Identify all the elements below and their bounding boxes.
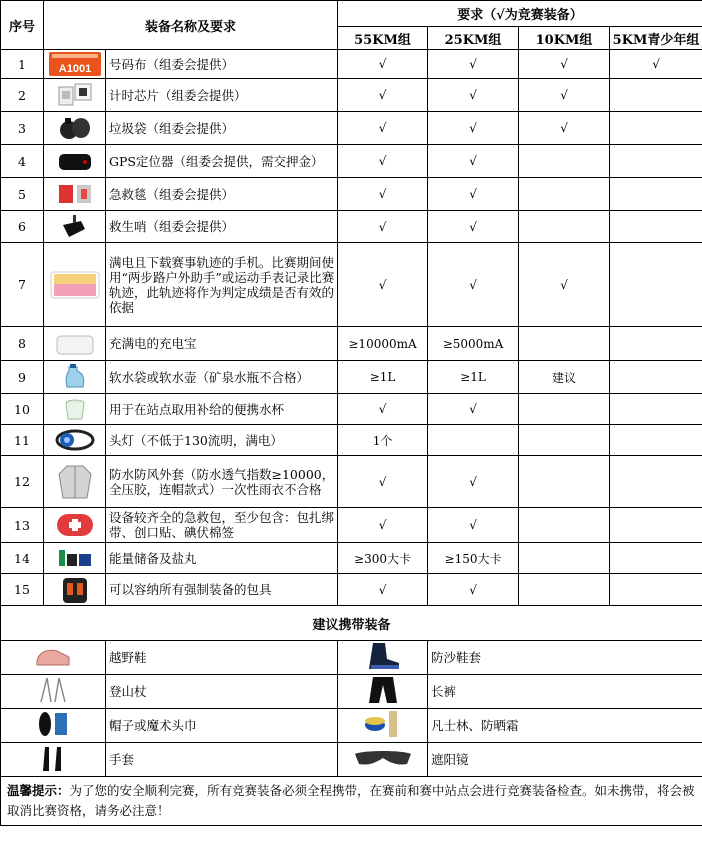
equipment-row [1, 327, 702, 361]
equipment-row [1, 394, 702, 425]
equipment-name: 防水防风外套（防水透气指数≥10000，全压胶，连帽款式）一次性雨衣不合格 [106, 456, 338, 508]
recommended-picture-cell [338, 743, 428, 777]
requirement-55km: √ [338, 508, 428, 543]
recommended-row [1, 709, 702, 743]
requirement-10km [519, 178, 610, 211]
recommended-picture-cell [1, 709, 106, 743]
recommended-section-title: 建议携带装备 [1, 606, 702, 641]
requirement-25km: √ [428, 178, 519, 211]
row-number: 1 [1, 50, 44, 79]
equipment-name: 软水袋或软水壶（矿泉水瓶不合格） [106, 361, 338, 394]
requirement-10km [519, 508, 610, 543]
requirement-5km [610, 211, 702, 243]
equipment-row [1, 243, 702, 327]
requirement-55km: √ [338, 211, 428, 243]
equipment-name: 充满电的充电宝 [106, 327, 338, 361]
requirement-10km [519, 394, 610, 425]
recommended-item-name: 防沙鞋套 [428, 641, 702, 675]
equipment-picture-cell [44, 425, 106, 456]
emergency-blanket-icon [44, 180, 105, 208]
requirement-25km: √ [428, 243, 519, 327]
requirement-10km [519, 456, 610, 508]
gps-tracker-icon [44, 147, 105, 175]
gaiter-icon [363, 659, 403, 674]
requirement-10km [519, 327, 610, 361]
equipment-row [1, 508, 702, 543]
requirement-5km [610, 145, 702, 178]
row-number: 12 [1, 456, 44, 508]
equipment-row [1, 211, 702, 243]
equipment-picture-cell [44, 574, 106, 606]
recommended-item-name: 遮阳镜 [428, 743, 702, 777]
recommended-picture-cell [1, 675, 106, 709]
equipment-row [1, 50, 702, 79]
requirement-5km [610, 394, 702, 425]
recommended-row [1, 743, 702, 777]
bib-number-text: A1001 [58, 63, 91, 75]
requirement-55km: √ [338, 178, 428, 211]
row-number: 14 [1, 543, 44, 574]
recommended-picture-cell [338, 641, 428, 675]
recommended-item-name: 登山杖 [106, 675, 338, 709]
header-requirement: 要求（√为竞赛装备） [338, 1, 702, 27]
header-group-25km: 25KM组 [428, 27, 519, 50]
requirement-55km: √ [338, 112, 428, 145]
equipment-row [1, 574, 702, 606]
equipment-picture-cell [44, 178, 106, 211]
row-number: 8 [1, 327, 44, 361]
equipment-name: 满电且下载赛事轨迹的手机。比赛期间使用“两步路户外助手”或运动手表记录比赛轨迹，此轨迹将作为判定成绩是否有效的依据 [106, 243, 338, 327]
equipment-picture-cell [44, 79, 106, 112]
row-number: 9 [1, 361, 44, 394]
equipment-picture-cell [44, 543, 106, 574]
requirement-25km: √ [428, 394, 519, 425]
long-pants-icon [363, 693, 403, 708]
row-number: 6 [1, 211, 44, 243]
recommended-item-name: 凡士林、防晒霜 [428, 709, 702, 743]
equipment-picture-cell [44, 112, 106, 145]
requirement-55km: √ [338, 50, 428, 79]
row-number: 2 [1, 79, 44, 112]
requirement-5km [610, 178, 702, 211]
equipment-row [1, 112, 702, 145]
requirement-5km [610, 456, 702, 508]
requirement-10km [519, 543, 610, 574]
requirement-55km: ≥300大卡 [338, 543, 428, 574]
row-number: 3 [1, 112, 44, 145]
requirement-5km [610, 574, 702, 606]
requirement-55km: √ [338, 145, 428, 178]
equipment-name: 头灯（不低于130流明，满电） [106, 425, 338, 456]
recommended-picture-cell [338, 675, 428, 709]
requirement-25km: √ [428, 211, 519, 243]
row-number: 15 [1, 574, 44, 606]
equipment-picture-cell [44, 394, 106, 425]
requirement-10km: √ [519, 79, 610, 112]
equipment-picture-cell [44, 361, 106, 394]
requirement-55km: √ [338, 394, 428, 425]
requirement-25km: √ [428, 574, 519, 606]
equipment-row [1, 178, 702, 211]
recommended-item-name: 帽子或魔术头巾 [106, 709, 338, 743]
jacket-icon [44, 462, 105, 502]
equipment-name: 用于在站点取用补给的便携水杯 [106, 394, 338, 425]
header-no: 序号 [1, 1, 44, 50]
equipment-picture-cell [44, 211, 106, 243]
equipment-name: 垃圾袋（组委会提供） [106, 112, 338, 145]
requirement-5km [610, 361, 702, 394]
requirement-25km: ≥150大卡 [428, 543, 519, 574]
requirement-55km: √ [338, 243, 428, 327]
recommended-picture-cell [1, 641, 106, 675]
requirement-25km: √ [428, 112, 519, 145]
requirement-25km: √ [428, 508, 519, 543]
equipment-picture-cell [44, 508, 106, 543]
equipment-picture-cell [44, 327, 106, 361]
requirement-25km: ≥1L [428, 361, 519, 394]
requirement-25km: √ [428, 456, 519, 508]
requirement-55km: √ [338, 456, 428, 508]
requirement-25km: ≥5000mA [428, 327, 519, 361]
requirement-5km: √ [610, 50, 702, 79]
power-bank-icon [44, 330, 105, 358]
recommended-item-name: 手套 [106, 743, 338, 777]
row-number: 10 [1, 394, 44, 425]
equipment-picture-cell [44, 50, 106, 79]
requirement-5km [610, 327, 702, 361]
equipment-name: 救生哨（组委会提供） [106, 211, 338, 243]
equipment-name: 能量储备及盐丸 [106, 543, 338, 574]
row-number: 13 [1, 508, 44, 543]
equipment-picture-cell [44, 243, 106, 327]
requirement-5km [610, 425, 702, 456]
note-label: 温馨提示： [7, 783, 70, 798]
timing-chip-icon [44, 81, 105, 109]
note-text: 为了您的安全顺利完赛，所有竞赛装备必须全程携带，在赛前和赛中站点会进行竞赛装备检查。如未携带，将会被取消比赛资格，请务必注意！ [7, 783, 695, 818]
equipment-row [1, 361, 702, 394]
equipment-name: 号码布（组委会提供） [106, 50, 338, 79]
requirement-5km [610, 243, 702, 327]
backpack-icon [44, 575, 105, 605]
requirement-10km [519, 145, 610, 178]
recommended-picture-cell [338, 709, 428, 743]
equipment-row [1, 456, 702, 508]
requirement-5km [610, 543, 702, 574]
trash-bag-icon [44, 114, 105, 142]
requirement-10km [519, 574, 610, 606]
trail-shoe-icon [33, 657, 73, 672]
equipment-row [1, 79, 702, 112]
equipment-row [1, 543, 702, 574]
equipment-picture-cell [44, 456, 106, 508]
equipment-name: GPS定位器（组委会提供，需交押金） [106, 145, 338, 178]
requirement-10km [519, 211, 610, 243]
header-group-55km: 55KM组 [338, 27, 428, 50]
requirement-25km: √ [428, 79, 519, 112]
row-number: 7 [1, 243, 44, 327]
requirement-5km [610, 112, 702, 145]
requirement-10km: 建议 [519, 361, 610, 394]
recommended-item-name: 越野鞋 [106, 641, 338, 675]
cup-icon [44, 395, 105, 423]
equipment-name: 设备较齐全的急救包，至少包含：包扎绑带、创口贴、碘伏棉签 [106, 508, 338, 543]
recommended-picture-cell [1, 743, 106, 777]
requirement-25km: √ [428, 50, 519, 79]
equipment-name: 计时芯片（组委会提供） [106, 79, 338, 112]
row-number: 4 [1, 145, 44, 178]
equipment-picture-cell [44, 145, 106, 178]
recommended-item-name: 长裤 [428, 675, 702, 709]
energy-gel-icon [44, 544, 105, 572]
header-group-10km: 10KM组 [519, 27, 610, 50]
requirement-55km: 1个 [338, 425, 428, 456]
equipment-name: 可以容纳所有强制装备的包具 [106, 574, 338, 606]
requirement-10km: √ [519, 112, 610, 145]
soft-flask-icon [44, 363, 105, 391]
hat-buff-icon [31, 726, 75, 741]
requirement-10km: √ [519, 243, 610, 327]
trekking-pole-icon [33, 692, 73, 707]
equipment-row [1, 145, 702, 178]
row-number: 11 [1, 425, 44, 456]
vaseline-sunscreen-icon [361, 727, 405, 742]
recommended-row [1, 641, 702, 675]
requirement-10km [519, 425, 610, 456]
recommended-row [1, 675, 702, 709]
header-group-5km: 5KM青少年组 [610, 27, 702, 50]
phone-icon [44, 268, 105, 302]
requirement-5km [610, 508, 702, 543]
warm-reminder-note [1, 777, 702, 826]
headlamp-icon [44, 426, 105, 454]
requirement-55km: √ [338, 574, 428, 606]
bib-number-icon [44, 50, 105, 78]
equipment-row [1, 425, 702, 456]
sunglasses-icon [353, 758, 413, 773]
whistle-icon [44, 213, 105, 241]
requirement-25km [428, 425, 519, 456]
header-name: 装备名称及要求 [44, 1, 338, 50]
requirement-55km: ≥1L [338, 361, 428, 394]
requirement-10km: √ [519, 50, 610, 79]
requirement-25km: √ [428, 145, 519, 178]
first-aid-kit-icon [44, 510, 105, 540]
gloves-icon [33, 761, 73, 776]
equipment-name: 急救毯（组委会提供） [106, 178, 338, 211]
requirement-55km: √ [338, 79, 428, 112]
requirement-5km [610, 79, 702, 112]
requirement-55km: ≥10000mA [338, 327, 428, 361]
row-number: 5 [1, 178, 44, 211]
